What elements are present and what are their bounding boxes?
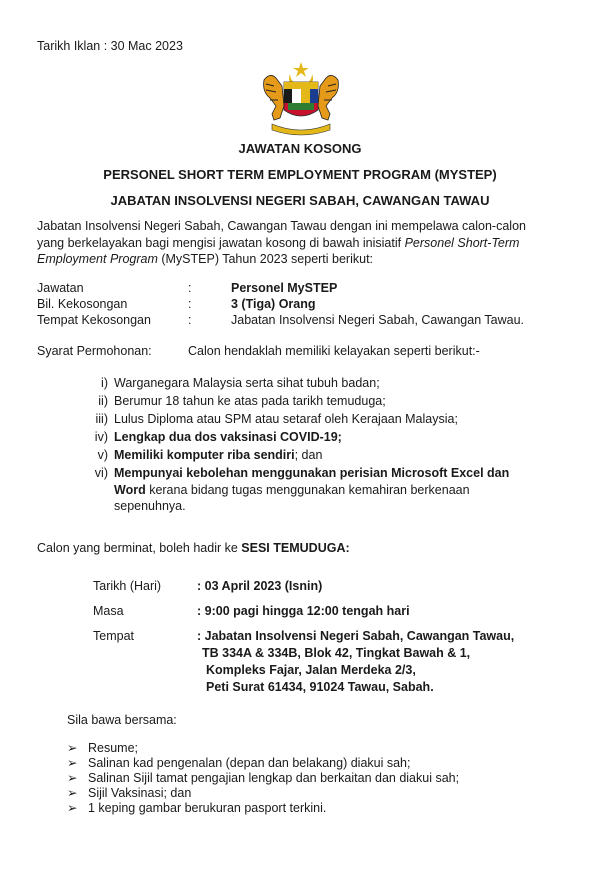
detail-tempat-value: Jabatan Insolvensi Negeri Sabah, Cawangan Tawau. bbox=[231, 313, 525, 327]
arrow-bullet-icon: ➢ bbox=[67, 756, 78, 770]
detail-kekosongan-value: 3 (Tiga) Orang bbox=[231, 297, 316, 311]
detail-jawatan-label: Jawatan bbox=[37, 281, 84, 295]
detail-tempat-sep: : bbox=[188, 313, 192, 327]
interview-time-value: : 9:00 pagi hingga 12:00 tengah hari bbox=[197, 604, 410, 618]
detail-tempat-label: Tempat Kekosongan bbox=[37, 313, 151, 327]
req-text-6-line3: sepenuhnya. bbox=[114, 499, 186, 513]
req-num-3: iii) bbox=[95, 412, 108, 426]
req-text-4: Lengkap dua dos vaksinasi COVID-19; bbox=[114, 430, 342, 444]
interview-intro-text: Calon yang berminat, boleh hadir ke bbox=[37, 541, 242, 555]
req-num-1: i) bbox=[101, 376, 108, 390]
req-text-3: Lulus Diploma atau SPM atau setaraf oleh Kerajaan Malaysia; bbox=[114, 412, 458, 426]
req-text-6-rest: kerana bidang tugas menggunakan kemahiran berkenaan bbox=[145, 482, 470, 497]
interview-place-label: Tempat bbox=[93, 629, 134, 643]
intro-paragraph bbox=[37, 218, 577, 268]
req-num-4: iv) bbox=[94, 430, 108, 444]
req-text-6-line1: Mempunyai kebolehan menggunakan perisian Microsoft Excel dan bbox=[114, 466, 510, 480]
req-text-6-line2 bbox=[114, 482, 574, 499]
intro-line-3b: (MySTEP) Tahun 2023 seperti berikut: bbox=[157, 252, 374, 266]
bring-item-4: Sijil Vaksinasi; dan bbox=[88, 786, 192, 800]
bring-item-3: Salinan Sijil tamat pengajian lengkap dan berkaitan dan diakui sah; bbox=[88, 771, 460, 785]
req-text-5-rest: ; dan bbox=[294, 448, 323, 462]
interview-place-line-2: TB 334A & 334B, Blok 42, Tingkat Bawah & 1, bbox=[202, 646, 471, 660]
req-text-6-word: Word bbox=[114, 482, 146, 497]
req-text-2: Berumur 18 tahun ke atas pada tarikh temuduga; bbox=[114, 394, 386, 408]
arrow-bullet-icon: ➢ bbox=[67, 741, 78, 755]
arrow-bullet-icon: ➢ bbox=[67, 771, 78, 785]
syarat-label: Syarat Permohonan: bbox=[37, 344, 152, 358]
intro-line-2 bbox=[37, 235, 577, 252]
interview-intro-bold: SESI TEMUDUGA: bbox=[241, 541, 350, 555]
page-title: JAWATAN KOSONG bbox=[238, 141, 362, 156]
intro-line-1: Jabatan Insolvensi Negeri Sabah, Cawangan Tawau dengan ini mempelawa calon-calon bbox=[37, 219, 526, 233]
interview-time-label: Masa bbox=[93, 604, 124, 618]
syarat-text: Calon hendaklah memiliki kelayakan seperti berikut:- bbox=[188, 344, 480, 358]
bring-item-5: 1 keping gambar berukuran pasport terkini. bbox=[88, 801, 327, 815]
detail-kekosongan-label: Bil. Kekosongan bbox=[37, 297, 128, 311]
intro-line-2b: Personel Short-Term bbox=[404, 235, 520, 250]
req-text-5 bbox=[114, 447, 322, 464]
req-num-6: vi) bbox=[94, 466, 108, 480]
coat-of-arms-emblem bbox=[254, 60, 348, 140]
bring-item-2: Salinan kad pengenalan (depan dan belakang) diakui sah; bbox=[88, 756, 411, 770]
req-num-5: v) bbox=[97, 448, 108, 462]
req-num-2: ii) bbox=[98, 394, 108, 408]
advert-date: Tarikh Iklan : 30 Mac 2023 bbox=[37, 39, 183, 53]
bring-item-1: Resume; bbox=[88, 741, 139, 755]
bring-label: Sila bawa bersama: bbox=[67, 713, 177, 727]
detail-kekosongan-sep: : bbox=[188, 297, 192, 311]
req-text-6 bbox=[114, 465, 574, 515]
detail-jawatan-sep: : bbox=[188, 281, 192, 295]
interview-place-line-3: Kompleks Fajar, Jalan Merdeka 2/3, bbox=[206, 663, 416, 677]
interview-date-label: Tarikh (Hari) bbox=[93, 579, 162, 593]
program-heading: PERSONEL SHORT TERM EMPLOYMENT PROGRAM (MYSTEP) bbox=[103, 167, 497, 182]
detail-jawatan-value: Personel MySTEP bbox=[231, 281, 338, 295]
interview-place-line-4: Peti Surat 61434, 91024 Tawau, Sabah. bbox=[206, 680, 434, 694]
interview-date-value: : 03 April 2023 (Isnin) bbox=[197, 579, 323, 593]
intro-line-2a: yang berkelayakan bagi mengisi jawatan kosong di bawah inisiatif bbox=[37, 235, 405, 250]
intro-line-3a: Employment Program bbox=[37, 252, 158, 266]
department-heading: JABATAN INSOLVENSI NEGERI SABAH, CAWANGAN TAWAU bbox=[110, 193, 490, 208]
interview-place-line-1: : Jabatan Insolvensi Negeri Sabah, Cawangan Tawau, bbox=[197, 629, 515, 643]
req-text-1: Warganegara Malaysia serta sihat tubuh badan; bbox=[114, 376, 380, 390]
arrow-bullet-icon: ➢ bbox=[67, 801, 78, 815]
intro-line-3 bbox=[37, 251, 577, 268]
arrow-bullet-icon: ➢ bbox=[67, 786, 78, 800]
interview-intro bbox=[37, 540, 350, 557]
req-text-5-bold: Memiliki komputer riba sendiri bbox=[114, 448, 295, 462]
